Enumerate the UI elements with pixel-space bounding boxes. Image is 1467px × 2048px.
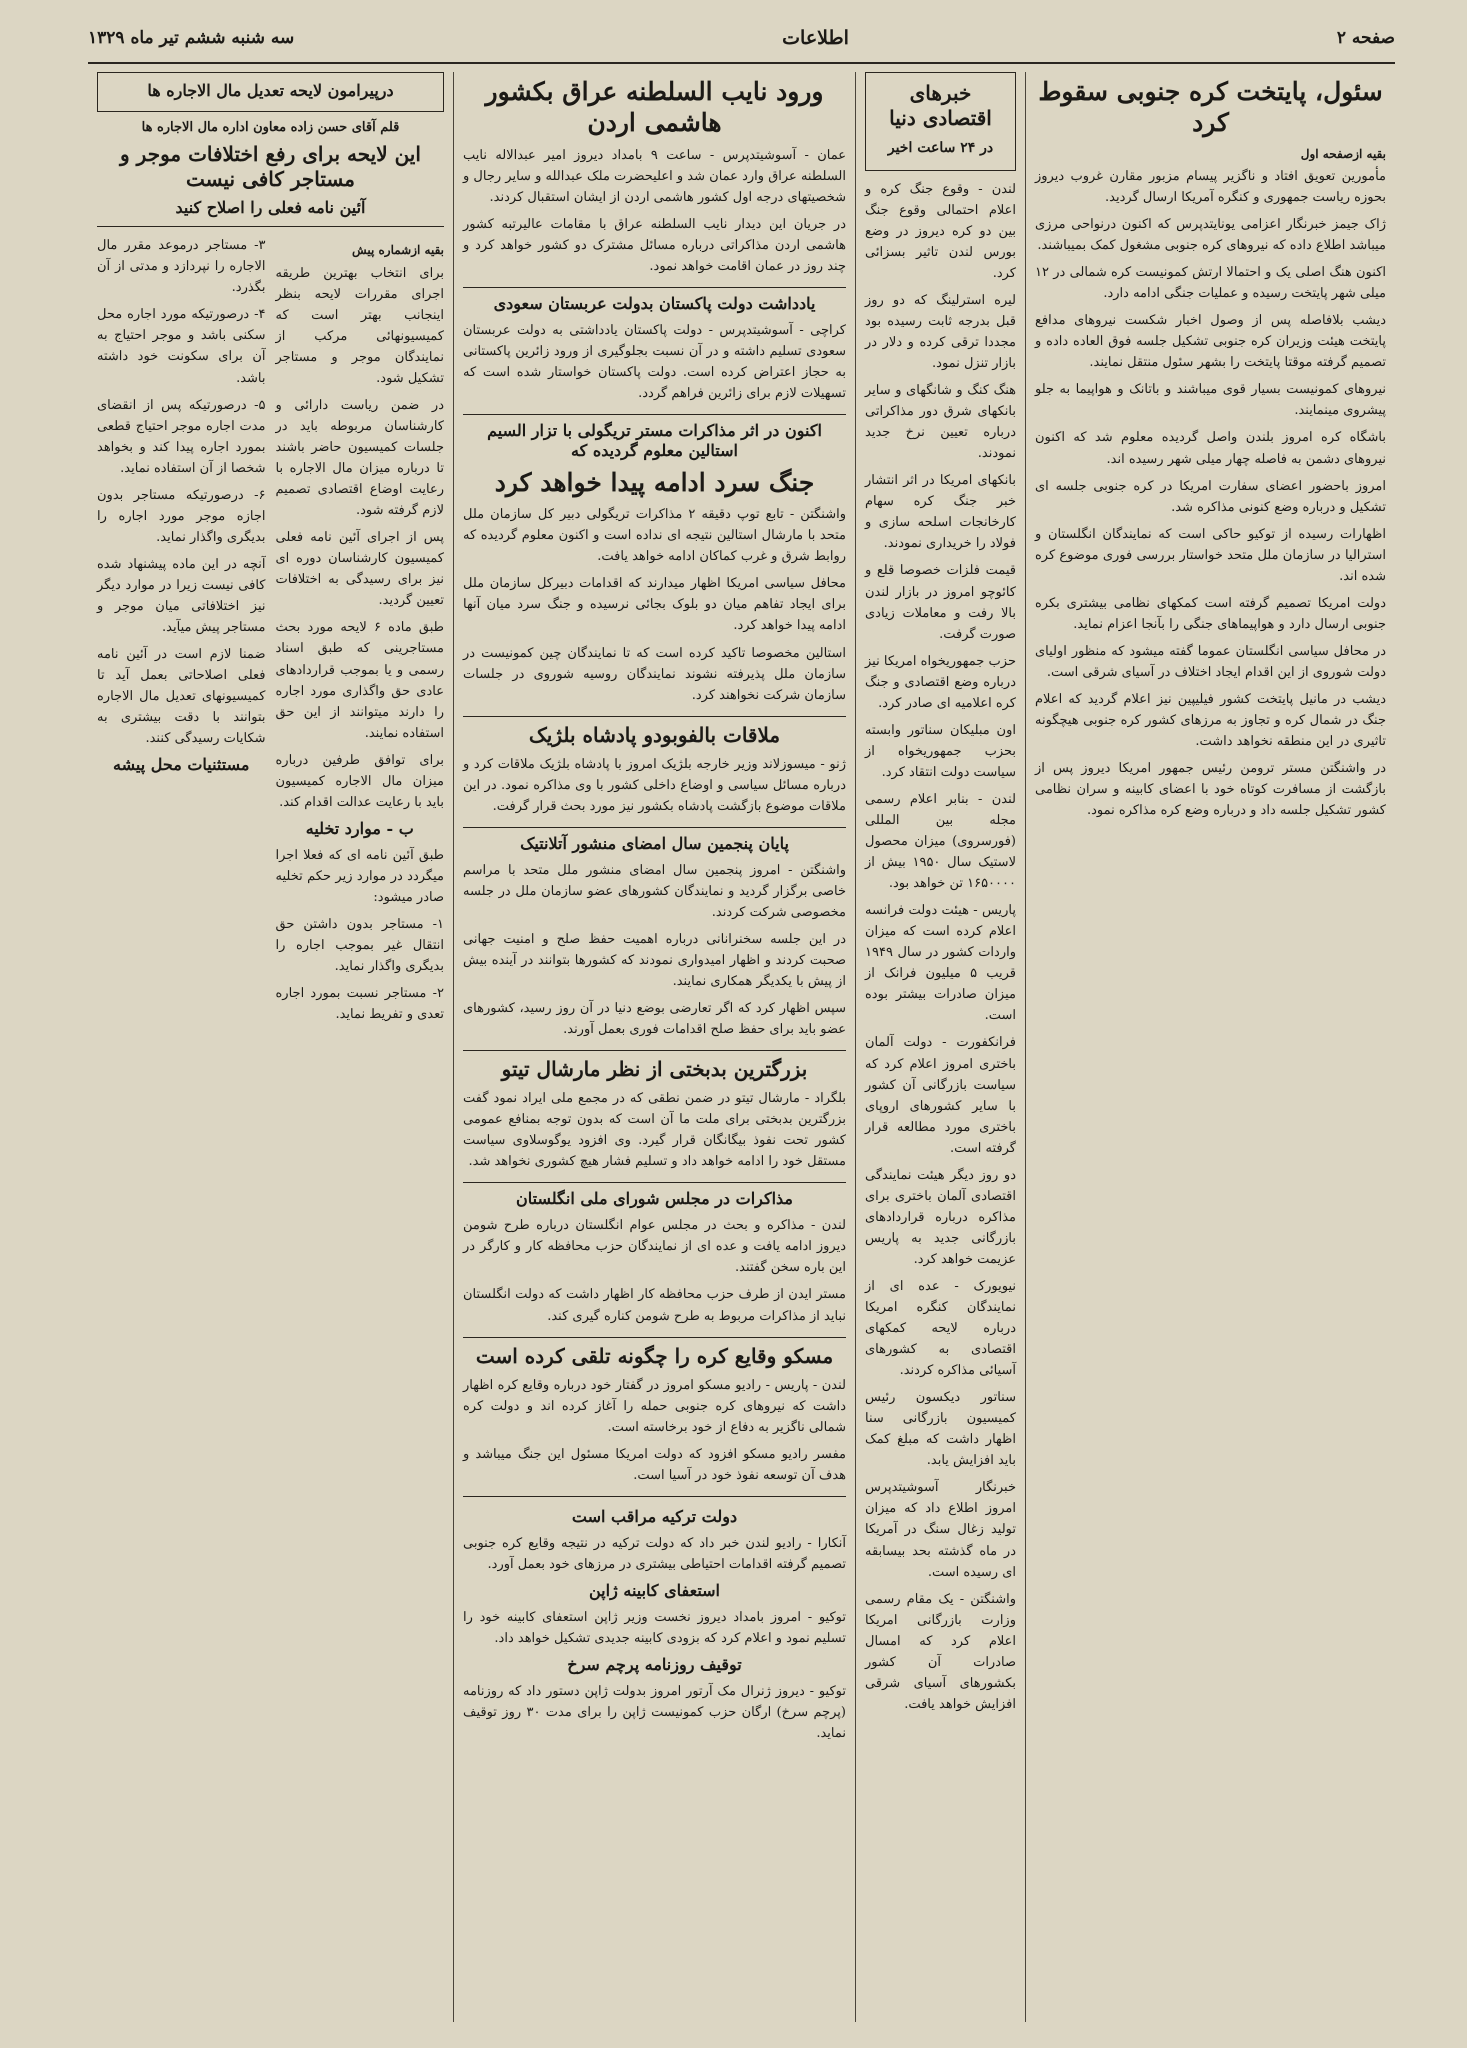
article-paragraph: طبق آئین نامه ای که فعلا اجرا میگردد در موارد زیر حکم تخلیه صادر میشود:	[275, 847, 444, 905]
article-paragraph: عمان - آسوشیتدپرس - ساعت ۹ بامداد دیروز امیر عبدالاله نایب السلطنه عراق وارد عمان شد و اعلیحضرت ملک عبدالله و سایر رجال و شخصیتهای درجه اول کشور هاشمی اردن از ایشان استقبال کردند.	[463, 147, 846, 205]
turkey-headline: دولت ترکیه مراقب است	[571, 1506, 738, 1526]
seoul-kicker: بقیه ازصفحه اول	[1300, 146, 1386, 161]
article-paragraph: امروز باحضور اعضای سفارت امریکا در کره جنوبی جلسه ای تشکیل و درباره وضع کنونی مذاکره شد.	[1035, 478, 1386, 515]
article-paragraph: نیویورک - عده ای از نمایندگان کنگره امریکا درباره لایحه کمکهای اقتصادی به کشورهای آسیائی مذاکره کردند.	[865, 1278, 1016, 1379]
turkey-paragraph: آنکارا - رادیو لندن خبر داد که دولت ترکیه در نتیجه وقایع کره جنوبی تصمیم گرفته اقدامات احتیاطی بیشتری در مرزهای خود بعمل آورد.	[463, 1535, 846, 1572]
article-paragraph: طبق ماده ۶ لایحه مورد بحث مستاجرینی که طبق اسناد رسمی و یا بموجب قراردادهای عادی حق واگذاری مورد اجاره را دارند میتوانند از این حق استفاده نمایند.	[275, 620, 445, 741]
article-paragraph: دیشب بلافاصله پس از وصول اخبار شکست نیروهای مدافع پایتخت هیئت وزیران کره جنوبی تشکیل جلسه فوق العاده داده و تصمیم گرفته موقتا پایتخت را بشهر سئول منتقل نمایند.	[1035, 313, 1386, 371]
article-paragraph: ۴- درصورتیکه مورد اجاره محل سکنی باشد و موجر احتیاج به آن برای سکونت خود داشته باشد.	[97, 307, 266, 386]
japan-paragraph: توکیو - امروز بامداد دیروز نخست وزیر ژاپن استعفای کابینه خود را تسلیم نمود و اعلام کرد که بزودی کابینه جدیدی تشکیل خواهد داد.	[463, 1609, 846, 1646]
article-paragraph: برای انتخاب بهترین طریقه اجرای مقررات لایحه بنظر اینجانب بهتر است که کمیسیونهائی مرکب از نمایندگان موجر و مستاجر تشکیل شود.	[275, 265, 444, 386]
article-paragraph: نیروهای کمونیست بسیار قوی میباشند و باتانک و هواپیما به جلو پیشروی مینمایند.	[1035, 382, 1386, 419]
kings-section	[463, 723, 846, 828]
article-paragraph: ۶- درصورتیکه مستاجر بدون اجازه موجر مورد اجاره را بدیگری واگذار نماید.	[97, 487, 266, 545]
article-paragraph: برای توافق طرفین درباره میزان مال الاجاره کمیسیون باید با رعایت عدالت اقدام کند.	[275, 752, 444, 810]
anniversary-section	[463, 834, 846, 1051]
column-seoul	[1025, 72, 1395, 2022]
divider	[97, 226, 444, 227]
economic-header-box	[865, 72, 1016, 171]
article-paragraph: فرانکفورت - دولت آلمان باختری امروز اعلام کرد که سیاست بازرگانی آن کشور با سایر کشورهای اروپای باختری مورد مطالعه قرار گرفته است.	[865, 1035, 1016, 1156]
article-paragraph: اظهارات رسیده از توکیو حاکی است که نمایندگان انگلستان و استرالیا در سازمان ملل متحد خواستار بررسی فوری موضوع کره شده اند.	[1035, 526, 1386, 584]
rent-two-columns	[97, 235, 444, 1031]
moscow-section	[463, 1344, 846, 1497]
tito-headline: بزرگترین بدبختی از نظر مارشال تیتو	[501, 1057, 808, 1082]
commons-headline: مذاکرات در مجلس شورای ملی انگلستان	[516, 1189, 793, 1209]
cold-war-headline: جنگ سرد ادامه پیدا خواهد کرد	[494, 467, 815, 497]
moscow-body	[463, 1375, 846, 1486]
article-paragraph: حزب جمهوریخواه امریکا نیز درباره وضع اقتصادی و جنگ کره اعلامیه ای صادر کرد.	[865, 653, 1016, 711]
economic-body	[865, 179, 1016, 1715]
saudi-section	[463, 294, 846, 415]
article-paragraph: در جریان این دیدار نایب السلطنه عراق با مقامات عالیرتبه کشور هاشمی اردن مذاکراتی درباره مسائل مشترک دو کشور خواهد کرد و چند روز در عمان اقامت خواهد نمود.	[463, 216, 846, 274]
article-paragraph: واشنگتن - تابع توپ دقیقه ۲ مذاکرات تریگولی دبیر کل سازمان ملل متحد با مارشال استالین نتیجه ای نداده است و اکنون معلوم گردیده که روابط شرق و غرب کماکان ادامه خواهد یافت.	[463, 507, 847, 565]
banned-headline: توقیف روزنامه پرچم سرخ	[567, 1655, 742, 1674]
saudi-paragraph: کراچی - آسوشیتدپرس - دولت پاکستان یادداشتی به دولت عربستان سعودی تسلیم داشته و در آن نسبت بجلوگیری از ورود زائرین پاکستانی به حجاز اعتراض کرده است. دولت پاکستان خواستار شده است که تسهیلات لازم برای زائرین فراهم گردد.	[463, 322, 846, 401]
cold-war-body	[463, 504, 846, 705]
anniversary-body	[463, 860, 846, 1040]
bottom-briefs	[463, 1503, 846, 1750]
article-paragraph: دو روز دیگر هیئت نمایندگی اقتصادی آلمان باختری برای مذاکره درباره قراردادهای بازرگانی جدید به پاریس عزیمت خواهد کرد.	[865, 1167, 1016, 1267]
economic-subhead: در ۲۴ ساعت اخیر	[887, 140, 994, 156]
article-paragraph: ۳- مستاجر درموعد مقرر مال الاجاره را نپردازد و مدتی از آن بگذرد.	[97, 238, 266, 296]
article-paragraph: دولت امریکا تصمیم گرفته است کمکهای نظامی بیشتری بکره جنوبی ارسال دارد و هواپیماهای جنگی را بآنجا اعزام نماید.	[1035, 595, 1386, 632]
article-paragraph: سپس اظهار کرد که اگر تعارضی بوضع دنیا در آن روز رسید، کشورهای عضو باید برای حفظ صلح اقدامات فوری بعمل آورند.	[463, 1001, 846, 1038]
rent-left-subcolumn	[97, 235, 266, 1031]
article-paragraph: واشنگتن - یک مقام رسمی وزارت بازرگانی امریکا اعلام کرد که امسال صادرات آن کشور بکشورهای آسیای شرقی افزایش خواهد یافت.	[865, 1591, 1016, 1712]
issue-date: سه شنبه ششم تیر ماه ۱۳۲۹	[88, 28, 295, 48]
article-paragraph: لیره استرلینگ که دو روز قبل بدرجه ثابت رسیده بود مجددا ترقی کرده و دلار در بازار تنزل نمود.	[865, 292, 1016, 372]
japan-headline: استعفای کابینه ژاپن	[588, 1580, 720, 1600]
rent-header-box	[97, 72, 444, 112]
cold-war-section	[463, 421, 846, 717]
column-economic	[855, 72, 1025, 2022]
article-paragraph: مستر ایدن از طرف حزب محافظه کار اظهار داشت که دولت انگلستان نباید از مذاکرات مربوط به طرح شومن کناره گیری کند.	[463, 1287, 846, 1324]
article-paragraph: مأمورین تعویق افتاد و ناگزیر پیسام مزبور مقارن غروب دیروز بحوزه ریاست جمهوری و کنگره آمریکا ارسال گردید.	[1035, 168, 1386, 205]
regent-section	[463, 76, 846, 288]
eviction-subhead: ب - موارد تخلیه	[305, 818, 414, 838]
rent-right-subcolumn	[276, 235, 445, 1031]
paper-name: اطلاعات	[782, 27, 849, 49]
tito-paragraph: بلگراد - مارشال تیتو در ضمن نطقی که در مجمع ملی ایراد نمود گفت بزرگترین بدبختی برای ملت ما آن است که بدون توجه بمنافع عمومی کشور تحت نفوذ بیگانگان قرار گیرد. وی افزود یوگوسلاوی سیاست مستقل خود را ادامه خواهد داد و تسلیم فشار هیچ کشوری نخواهد شد.	[463, 1091, 846, 1170]
article-paragraph: واشنگتن - امروز پنجمین سال امضای منشور ملل متحد با مراسم خاصی برگزار گردید و نمایندگان کشورهای عضو سازمان ملل در جلسه مخصوصی شرکت کردند.	[463, 862, 846, 920]
article-paragraph: اون مبلیکان سناتور وابسته بحزب جمهوریخواه از سیاست دولت انتقاد کرد.	[865, 722, 1016, 780]
article-paragraph: پاریس - هیئت دولت فرانسه اعلام کرده است که میزان واردات کشور در سال ۱۹۴۹ قریب ۵ میلیون فرانک از میزان صادرات بیشتر بوده است.	[865, 903, 1016, 1024]
regent-headline: ورود نایب السلطنه عراق بکشور هاشمی اردن	[485, 77, 824, 138]
kings-paragraph: ژنو - میسوزلاند وزیر خارجه بلژیک امروز با پادشاه بلژیک ملاقات کرد و درباره مسائل سیاسی و اوضاع داخلی کشور با وی مذاکره نمود. در این ملاقات موضوع بازگشت پادشاه بکشور نیز مورد بحث قرار گرفت.	[463, 756, 846, 814]
eviction-body	[276, 845, 445, 1025]
article-paragraph: خبرنگار آسوشیتدپرس امروز اطلاع داد که میزان تولید زغال سنگ در آمریکا در ماه گذشته بحد بیسابقه ای رسیده است.	[865, 1480, 1016, 1580]
tito-section	[463, 1057, 846, 1183]
regent-body	[463, 145, 846, 277]
article-paragraph: در این جلسه سخنرانانی درباره اهمیت حفظ صلح و امنیت جهانی صحبت کردند و اظهار امیدواری نمودند که کشورها بتوانند در آینده بیش از پیش با یکدیگر همکاری نمایند.	[463, 931, 846, 990]
article-paragraph: لندن - بنابر اعلام رسمی مجله بین المللی (فورسروی) میزان محصول لاستیک سال ۱۹۵۰ بیش از ۱۶۵۰۰۰۰ تن خواهد بود.	[865, 791, 1016, 892]
moscow-headline: مسکو وقایع کره را چگونه تلقی کرده است	[475, 1343, 834, 1368]
saudi-headline: یادداشت دولت پاکستان بدولت عربستان سعودی	[493, 293, 816, 313]
kings-headline: ملاقات بالفوبودو پادشاه بلژیک	[528, 722, 781, 747]
article-paragraph: اکنون هنگ اصلی یک و احتمالا ارتش کمونیست کره شمالی در ۱۲ میلی شهر پایتخت رسیده و عملیات جنگی ادامه دارد.	[1035, 265, 1386, 302]
column-center	[453, 72, 855, 2022]
anniversary-headline: پایان پنجمین سال امضای منشور آتلانتیک	[520, 833, 789, 853]
article-paragraph: ژاک جیمز خبرنگار اعزامی یونایتدپرس که اکنون درنواحی مرزی میباشد اطلاع داده که نیروهای کره جنوبی مشغول کمک بمیباشند.	[1035, 217, 1386, 254]
article-paragraph: مفسر رادیو مسکو افزود که دولت امریکا مسئول این جنگ میباشد و هدف آن توسعه نفوذ خود در آسیا است.	[463, 1446, 846, 1483]
article-paragraph: در ضمن ریاست دارائی و کارشناسان مربوطه باید در جلسات کمیسیون حاضر باشند تا درباره میزان مال الاجاره با رعایت اوضاع اقتصادی تصمیم لازم گرفته شود.	[275, 397, 444, 519]
rent-sub-headline: آئین نامه فعلی را اصلاح کنید	[175, 198, 366, 218]
column-rent	[88, 72, 453, 2022]
banned-paragraph: توکیو - دیروز ژنرال مک آرتور امروز بدولت ژاپن دستور داد که روزنامه (پرچم سرخ) ارگان حزب کمونیست ژاپن را برای مدت ۳۰ روز توقیف نماید.	[463, 1684, 846, 1742]
rent-main-headline: این لایحه برای رفع اختلافات موجر و مستاجر کافی نیست	[120, 142, 421, 192]
article-paragraph: در محافل سیاسی انگلستان عموما گفته میشود که منظور اولیای دولت شوروی از این اقدام ایجاد اختلاف در آسیای شرقی است.	[1035, 643, 1386, 680]
article-paragraph: محافل سیاسی امریکا اظهار میدارند که اقدامات دبیرکل سازمان ملل برای ایجاد تفاهم میان دو بلوک بجائی نرسیده و جنگ سرد میان آنها ادامه پیدا خواهد کرد.	[463, 576, 846, 634]
seoul-headline: سئول، پایتخت کره جنوبی سقوط کرد	[1038, 77, 1383, 138]
article-paragraph: ضمنا لازم است در آئین نامه فعلی اصلاحاتی بعمل آید تا کمیسیونهای تعدیل مال الاجاره بتوانند با دقت بیشتری به شکایات رسیدگی کنند.	[97, 647, 266, 747]
article-paragraph: قیمت فلزات خصوصا قلع و کائوچو امروز در بازار لندن بالا رفت و معاملات زیادی صورت گرفت.	[865, 563, 1016, 642]
article-paragraph: ۱- مستاجر بدون داشتن حق انتقال غیر بموجب اجاره را بدیگری واگذار نماید.	[275, 917, 444, 975]
article-paragraph: باشگاه کره امروز بلندن واصل گردیده معلوم شد که اکنون نیروهای دشمن به فاصله چهار میلی شهر رسیده اند.	[1035, 430, 1386, 467]
article-paragraph: لندن - وقوع جنگ کره و اعلام احتمالی وقوع جنگ بین دو کره دیروز در وضع بورس لندن تاثیر بسزائی کرد.	[865, 181, 1016, 281]
commons-section	[463, 1189, 846, 1337]
rent-byline: قلم آقای حسن زاده معاون اداره مال الاجاره ها	[141, 120, 400, 135]
rent-top-headline: درپیرامون لایحه تعدیل مال الاجاره ها	[147, 81, 394, 100]
masthead	[88, 14, 1395, 64]
trygve-headline: اکنون در اثر مذاکرات مستر تریگولی با تزار السیم استالین معلوم گردیده که	[487, 420, 822, 460]
article-paragraph: در واشنگتن مستر ترومن رئیس جمهور امریکا دیروز پس از بازگشت از مسافرت کوتاه خود با اعضای کابینه و سران نظامی کشور تشکیل جلسه داد و درباره وضع کره مذاکره نمود.	[1035, 761, 1386, 819]
article-paragraph: لندن - پاریس - رادیو مسکو امروز در گفتار خود درباره وقایع کره اظهار داشت که نیروهای کره جنوبی حمله را آغاز کرده اند و دولت کره شمالی ناگزیر به دفاع از خود برخاسته است.	[463, 1377, 846, 1435]
economic-headline: خبرهای اقتصادی دنیا	[889, 81, 992, 130]
commons-body	[463, 1215, 846, 1326]
article-paragraph: آنچه در این ماده پیشنهاد شده کافی نیست زیرا در موارد دیگر نیز اختلافاتی میان موجر و مستاجر پیش میآید.	[97, 556, 266, 636]
article-paragraph: پس از اجرای آئین نامه فعلی کمیسیون کارشناسان دوره ای نیز برای رسیدگی به اختلافات تعیین گردید.	[275, 530, 444, 609]
rent-left-body	[97, 235, 266, 749]
article-paragraph: ۲- مستاجر نسبت بمورد اجاره تعدی و تفریط نماید.	[275, 986, 444, 1023]
article-paragraph: سناتور دیکسون رئیس کمیسیون بازرگانی سنا اظهار داشت که مبلغ کمک باید افزایش یابد.	[865, 1390, 1016, 1469]
provisions-subhead: مستثنیات محل پیشه	[113, 755, 250, 775]
article-paragraph: دیشب در مانیل پایتخت کشور فیلیپین نیز اعلام گردید که اعلام جنگ در شمال کره و تجاوز به مرزهای کشور کره جنوبی هیچگونه تاثیری در این منطقه نخواهد داشت.	[1035, 691, 1386, 750]
columns	[88, 72, 1395, 2022]
rent-right-body	[276, 263, 445, 813]
article-paragraph: بانکهای امریکا در اثر انتشار خبر جنگ کره سهام کارخانجات اسلحه سازی و فولاد را خریداری نمودند.	[865, 473, 1016, 552]
rent-kicker: بقیه ازشماره پیش	[352, 243, 444, 258]
article-paragraph: ۵- درصورتیکه پس از انقضای مدت اجاره موجر احتیاج قطعی بمورد اجاره پیدا کند و بخواهد شخصا از آن استفاده نماید.	[97, 397, 266, 476]
article-paragraph: هنگ کنگ و شانگهای و سایر بانکهای شرق دور مذاکراتی درباره تعیین نرخ جدید نمودند.	[865, 383, 1016, 462]
page-number: صفحه ۲	[1336, 28, 1395, 48]
turkey-section	[463, 1503, 846, 1750]
article-paragraph: استالین مخصوصا تاکید کرده است که تا نمایندگان چین کمونیست در سازمان ملل پذیرفته نشوند نمایندگان روسیه شوروی در جلسات سازمان شرکت نخواهند کرد.	[463, 645, 846, 703]
article-paragraph: لندن - مذاکره و بحث در مجلس عوام انگلستان درباره طرح شومن دیروز ادامه یافت و عده ای از نمایندگان حزب محافظه کار و کارگر در این باره سخن گفتند.	[463, 1218, 846, 1276]
seoul-body	[1035, 166, 1386, 821]
